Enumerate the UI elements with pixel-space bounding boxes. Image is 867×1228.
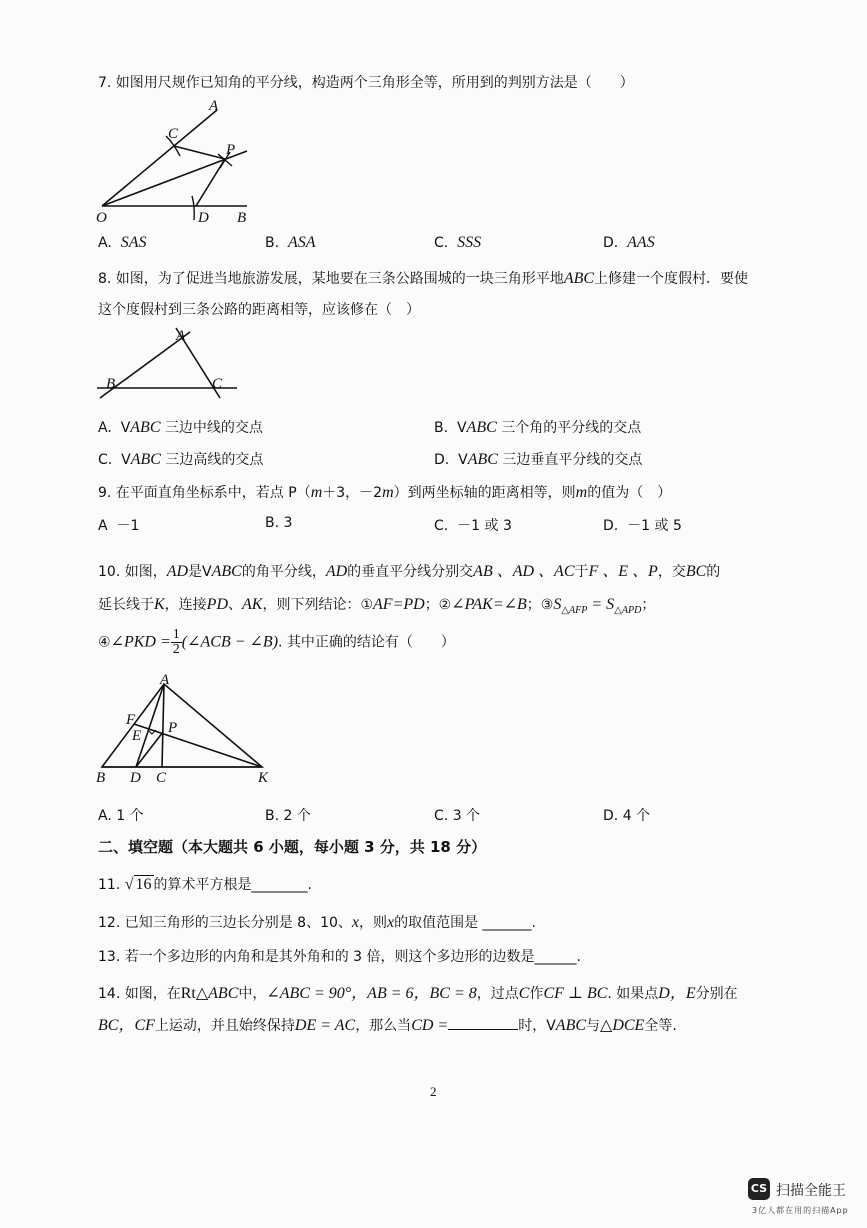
- q10-label-d: D: [130, 770, 141, 786]
- q9-option-c[interactable]: C. －1 或 3: [434, 518, 512, 534]
- q9-stem: 9. 在平面直角坐标系中，若点 P（m＋3，－2m）到两坐标轴的距离相等，则m的值为（ ）: [98, 484, 672, 501]
- q7-label-c: C: [168, 126, 179, 142]
- scanner-brand: 扫描全能王: [776, 1183, 846, 1199]
- q10-fraction: $\frac{1}{2}$: [172, 627, 180, 657]
- q10-label-e: E: [132, 728, 142, 744]
- sqrt-sign: √ 16: [124, 876, 152, 893]
- q7-stem: 7. 如图用尺规作已知角的平分线，构造两个三角形全等，所用到的判别方法是（ ）: [98, 75, 634, 91]
- q14-stem-line1: 14. 如图，在Rt△ABC中，∠ABC = 90°，AB = 6，BC = 8，过点C作CF ⊥ BC. 如果点D，E分别在: [98, 985, 738, 1002]
- q10-stem-line2: 延长线于K，连接PD、AK，则下列结论：①AF=PD；②∠PAK=∠B；$③S_{\triangle AFP} = S_{\triangle APD}$；: [98, 596, 656, 616]
- scanner-logo-icon: CS: [748, 1178, 770, 1200]
- q7-label-a: A: [209, 98, 219, 114]
- q8-label-b: B: [106, 376, 116, 392]
- q7-option-b[interactable]: B. ASA: [265, 234, 316, 251]
- q10-stem-line1: 10. 如图，AD是VABC的角平分线，AD的垂直平分线分别交AB 、AD 、AC于F 、E 、P，交BC的: [98, 563, 721, 580]
- q7-option-d[interactable]: D. AAS: [603, 234, 655, 251]
- q8-stem-line1: 8. 如图，为了促进当地旅游发展，某地要在三条公路围城的一块三角形平地ABC上修建一个度假村．要使: [98, 270, 749, 287]
- q10-label-k: K: [258, 770, 269, 786]
- q10-figure: [92, 672, 282, 790]
- q11-stem: 11. √ 16 的算术平方根是________.: [98, 876, 312, 893]
- page-number: 2: [430, 1084, 437, 1099]
- q7-figure: [92, 96, 262, 226]
- section-heading-fill-in: 二、填空题（本大题共 6 小题，每小题 3 分，共 18 分）: [98, 838, 487, 856]
- q8-figure: [92, 326, 242, 406]
- q8-label-a: A: [176, 328, 186, 344]
- q8-option-a[interactable]: A. VABC 三边中线的交点: [98, 419, 263, 436]
- q8-option-c[interactable]: C. VABC 三边高线的交点: [98, 451, 264, 468]
- q14-stem-line2: BC，CF上运动，并且始终保持DE = AC，那么当CD = 时，VABC与△DCE全等.: [98, 1017, 677, 1034]
- q8-label-c: C: [212, 376, 223, 392]
- q9-option-b[interactable]: B. 3: [265, 515, 293, 531]
- q10-label-p: P: [168, 720, 178, 736]
- q10-label-a: A: [160, 672, 170, 688]
- q7-label-b: B: [237, 210, 247, 226]
- q10-label-f: F: [126, 712, 136, 728]
- q7-label-d: D: [198, 210, 209, 226]
- q14-answer-blank[interactable]: [448, 1015, 518, 1030]
- q8-option-d[interactable]: D. VABC 三边垂直平分线的交点: [434, 451, 643, 468]
- q10-option-c[interactable]: C. 3 个: [434, 808, 481, 824]
- q10-option-d[interactable]: D. 4 个: [603, 808, 651, 824]
- q7-label-p: P: [226, 142, 236, 158]
- q7-option-a[interactable]: A. SAS: [98, 234, 147, 251]
- scanner-slogan: 3亿人都在用的扫描App: [752, 1206, 849, 1215]
- q12-stem: 12. 已知三角形的三边长分别是 8、10、x，则x的取值范围是 _______.: [98, 914, 537, 931]
- q10-stem-line3: ④∠PKD = $\frac{1}{2}$ (∠ACB − ∠B). 其中正确的结论有（ ）: [98, 627, 455, 657]
- q10-option-a[interactable]: A. 1 个: [98, 808, 144, 824]
- q9-option-d[interactable]: D. －1 或 5: [603, 518, 682, 534]
- q8-stem-line2: 这个度假村到三条公路的距离相等，应该修在（ ）: [98, 302, 420, 318]
- q8-option-b[interactable]: B. VABC 三个角的平分线的交点: [434, 419, 642, 436]
- q7-option-c[interactable]: C. SSS: [434, 234, 482, 251]
- q9-option-a[interactable]: A －1: [98, 518, 140, 534]
- q10-option-b[interactable]: B. 2 个: [265, 808, 311, 824]
- q13-stem: 13. 若一个多边形的内角和是其外角和的 3 倍，则这个多边形的边数是______.: [98, 949, 581, 965]
- q10-label-c: C: [156, 770, 167, 786]
- q10-label-b: B: [96, 770, 106, 786]
- q7-label-o: O: [96, 210, 107, 226]
